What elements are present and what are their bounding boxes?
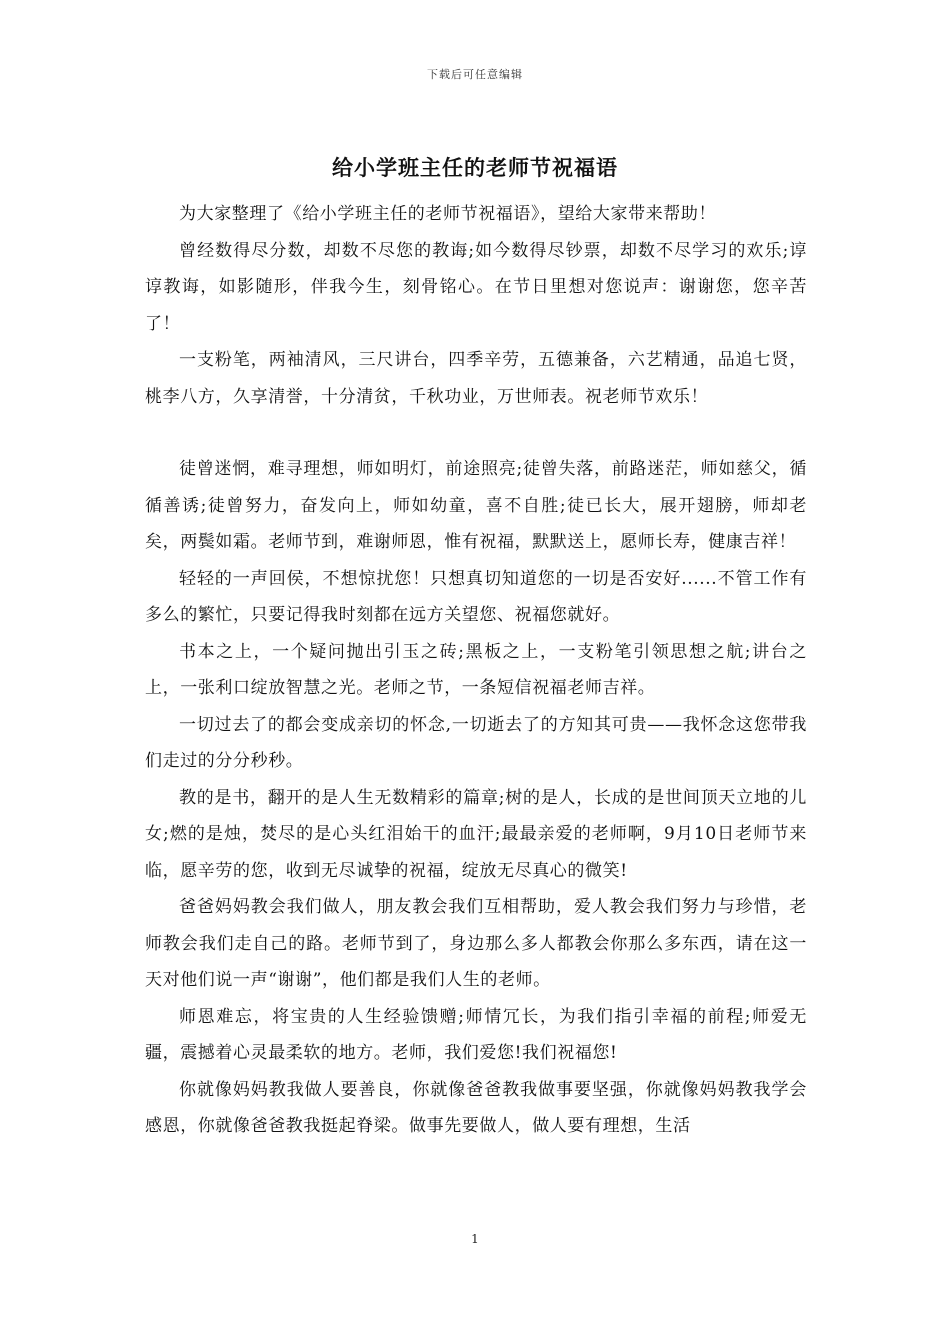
paragraph: 为大家整理了《给小学班主任的老师节祝福语》，望给大家带来帮助！	[179, 204, 717, 224]
document-body	[145, 196, 807, 1145]
paragraph: 徒曾迷惘，难寻理想，师如明灯，前途照亮;徒曾失落，前路迷茫，师如慈父，循循善诱;徒曾努力，奋发向上，师如幼童，喜不自胜;徒已长大，展开翅膀，师却老矣，两鬓如霜。老师节到，难谢师恩，惟有祝福，默默送上，愿师长寿，健康吉祥！	[145, 459, 807, 552]
paragraph: 爸爸妈妈教会我们做人，朋友教会我们互相帮助，爱人教会我们努力与珍惜，老师教会我们走自己的路。老师节到了，身边那么多人都教会你那么多东西，请在这一天对他们说一声“谢谢”，他们都是我们人生的老师。	[145, 897, 807, 990]
paragraph: 书本之上，一个疑问抛出引玉之砖;黑板之上，一支粉笔引领思想之航;讲台之上，一张利口绽放智慧之光。老师之节，一条短信祝福老师吉祥。	[145, 641, 807, 698]
paragraph: 一支粉笔，两袖清风，三尺讲台，四季辛劳，五德兼备，六艺精通，品追七贤，桃李八方，久享清誉，十分清贫，千秋功业，万世师表。祝老师节欢乐！	[145, 350, 807, 407]
paragraph: 曾经数得尽分数，却数不尽您的教诲;如今数得尽钞票，却数不尽学习的欢乐;谆谆教诲，如影随形，伴我今生，刻骨铭心。在节日里想对您说声：谢谢您，您辛苦了！	[145, 240, 807, 334]
paragraph: 师恩难忘，将宝贵的人生经验馈赠;师情冗长，为我们指引幸福的前程;师爱无疆，震撼着心灵最柔软的地方。老师，我们爱您!我们祝福您!	[145, 1006, 807, 1063]
paragraph: 你就像妈妈教我做人要善良，你就像爸爸教我做事要坚强，你就像妈妈教我学会感恩，你就像爸爸教我挺起脊梁。做事先要做人，做人要有理想，生活	[145, 1079, 807, 1136]
document-title: 给小学班主任的老师节祝福语	[332, 155, 618, 180]
paragraph: 一切过去了的都会变成亲切的怀念,一切逝去了的方知其可贵——我怀念这您带我们走过的分分秒秒。	[145, 714, 807, 771]
paragraph: 教的是书，翻开的是人生无数精彩的篇章;树的是人，长成的是世间顶天立地的儿女;燃的是烛，焚尽的是心头红泪始干的血汗;最最亲爱的老师啊，9月10日老师节来临，愿辛劳的您，收到无尽诚挚的祝福，绽放无尽真心的微笑!	[145, 787, 807, 881]
header-note: 下载后可任意编辑	[427, 68, 523, 81]
paragraph: 轻轻的一声回侯，不想惊扰您！只想真切知道您的一切是否安好......不管工作有多么的繁忙，只要记得我时刻都在远方关望您、祝福您就好。	[145, 568, 807, 625]
page-number: 1	[471, 1232, 479, 1246]
